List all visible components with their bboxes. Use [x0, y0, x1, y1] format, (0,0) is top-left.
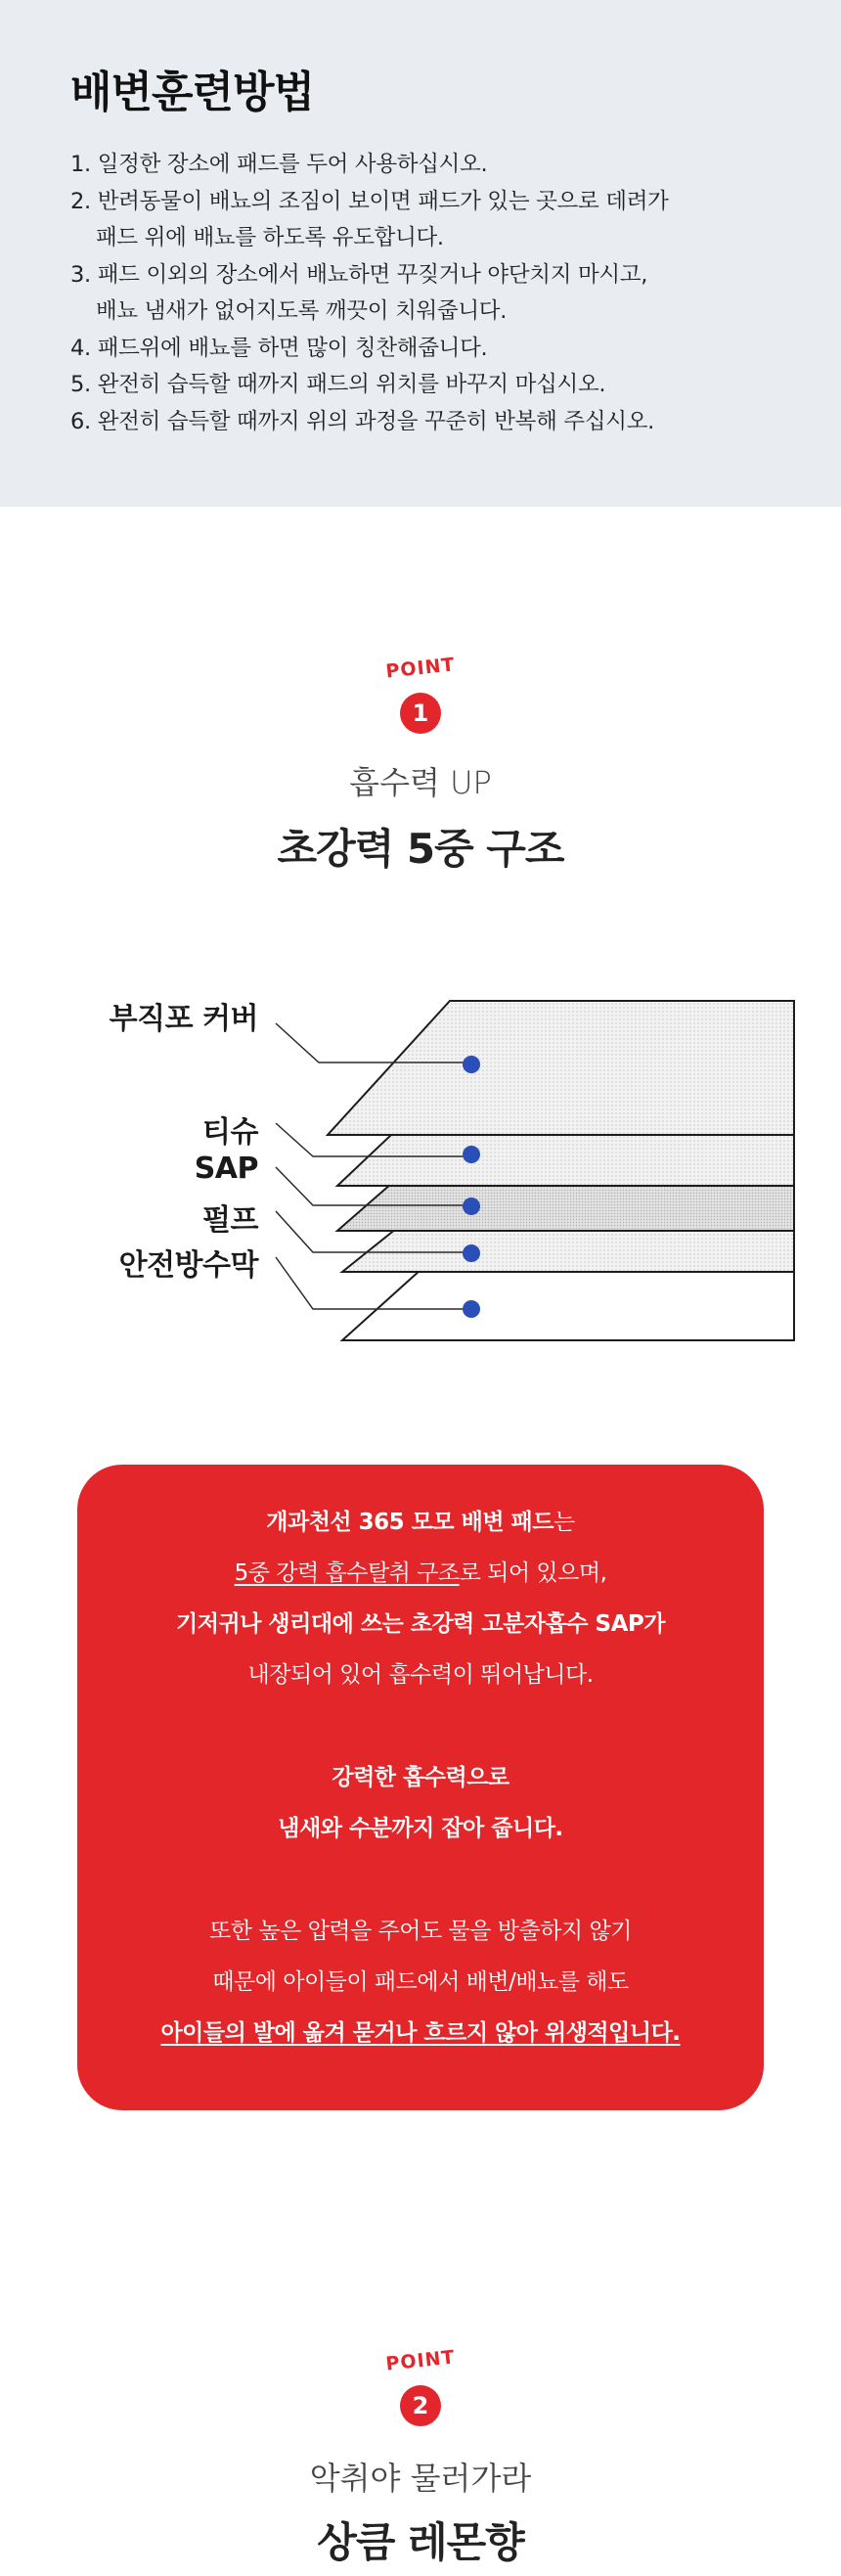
layer-dot — [463, 1198, 480, 1215]
training-steps — [70, 147, 669, 440]
callout-line: 강력한 흡수력으로 — [332, 1765, 509, 1790]
layer-label-tissue: 티슈 — [202, 1115, 258, 1150]
layer-dot — [463, 1146, 480, 1163]
layer-dot — [463, 1244, 480, 1262]
callout-line: 아이들의 발에 옮겨 묻거나 흐르지 않아 위생적입니다. — [160, 2020, 681, 2046]
training-section — [0, 0, 841, 507]
callout-line: 냄새와 수분까지 잡아 줍니다. — [278, 1816, 563, 1841]
point1-number-badge: 1 — [400, 693, 441, 734]
point1-title: 초강력 5중 구조 — [277, 825, 564, 873]
point2-title: 상큼 레몬향 — [317, 2518, 524, 2566]
point2-subtitle: 악취야 물러가라 — [309, 2460, 532, 2497]
training-step: 3. 패드 이외의 장소에서 배뇨하면 꾸짖거나 야단치지 마시고, 배뇨 냄새가 없어지도록 깨끗이 치워줍니다. — [70, 261, 648, 324]
training-step: 5. 완전히 습득할 때까지 패드의 위치를 바꾸지 마십시오. — [70, 372, 606, 397]
layer-sap — [337, 1184, 794, 1231]
layer-pulp — [342, 1225, 794, 1272]
layer-dot — [463, 1056, 480, 1073]
layer-label-pulp: 펄프 — [202, 1203, 258, 1238]
callout-line: 기저귀나 생리대에 쓰는 초강력 고분자흡수 SAP가 — [176, 1611, 665, 1637]
layer-cover — [328, 1001, 794, 1135]
layer-label-waterproof: 안전방수막 — [118, 1248, 258, 1283]
training-title: 배변훈련방법 — [70, 68, 315, 117]
layer-label-cover: 부직포 커버 — [109, 1002, 258, 1036]
callout-line: 개과천선 365 모모 배변 패드는 — [266, 1510, 575, 1535]
callout-line: 5중 강력 흡수탈취 구조로 되어 있으며, — [234, 1560, 607, 1586]
point2-label: POINT — [384, 2346, 457, 2375]
layer-label-sap: SAP — [194, 1152, 258, 1186]
point1-label: POINT — [384, 654, 457, 683]
training-step: 2. 반려동물이 배뇨의 조짐이 보이면 패드가 있는 곳으로 데려가 패드 위에 배뇨를 하도록 유도합니다. — [70, 188, 669, 250]
callout-line: 또한 높은 압력을 주어도 물을 방출하지 않기 — [209, 1919, 632, 1944]
point2-number-badge: 2 — [400, 2385, 441, 2426]
feature-callout-box — [77, 1465, 764, 2110]
layer-tissue — [337, 1135, 794, 1186]
point1-subtitle: 흡수력 UP — [349, 764, 492, 801]
layer-diagram — [0, 969, 841, 1389]
layer-dot — [463, 1300, 480, 1318]
callout-line: 때문에 아이들이 패드에서 배변/배뇨를 해도 — [212, 1969, 629, 1995]
training-step: 4. 패드위에 배뇨를 하면 많이 칭찬해줍니다. — [70, 335, 488, 361]
training-step: 6. 완전히 습득할 때까지 위의 과정을 꾸준히 반복해 주십시오. — [70, 408, 654, 434]
layer-waterproof — [323, 1270, 794, 1340]
training-step: 1. 일정한 장소에 패드를 두어 사용하십시오. — [70, 152, 488, 177]
callout-line: 내장되어 있어 흡수력이 뛰어납니다. — [247, 1662, 594, 1688]
